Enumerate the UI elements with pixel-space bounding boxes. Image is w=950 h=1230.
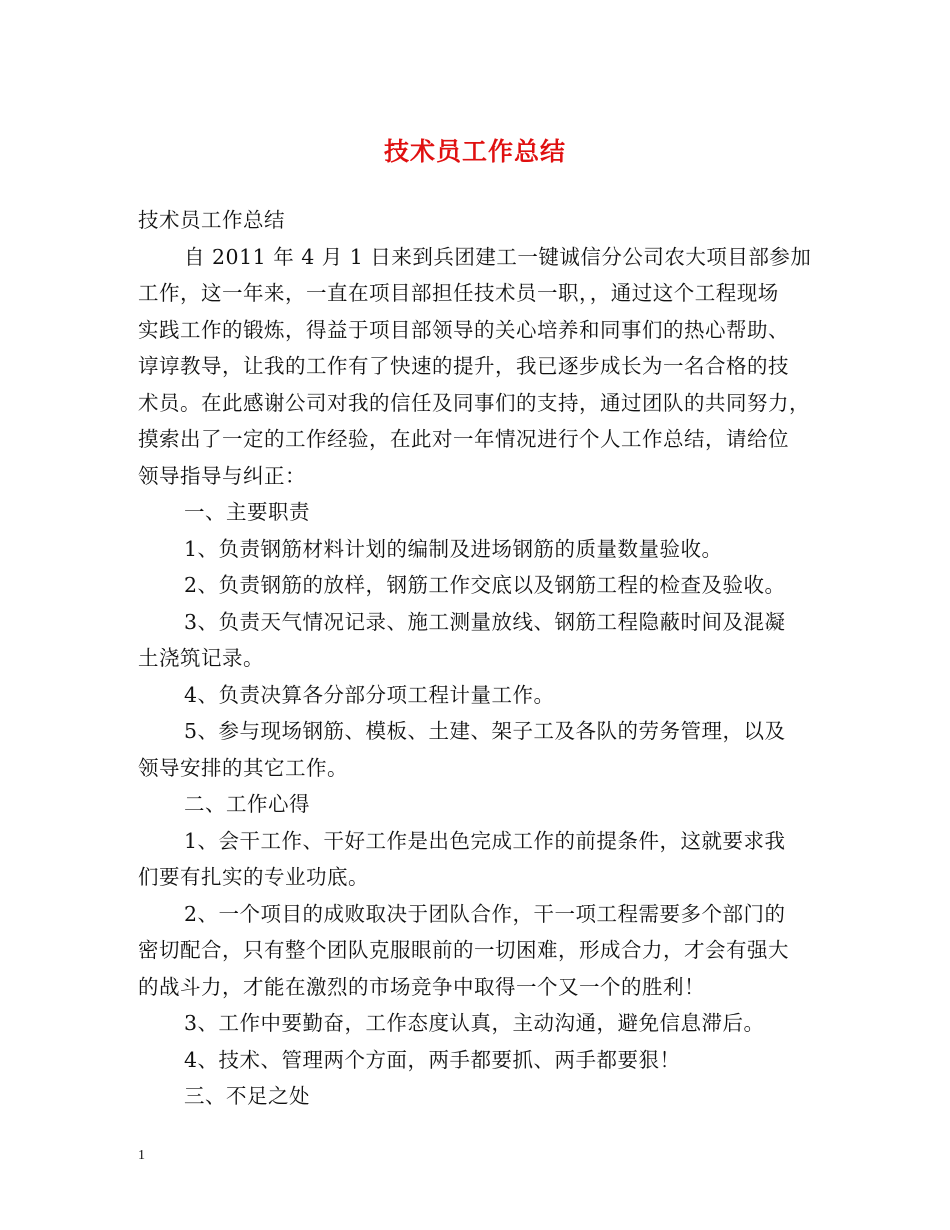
text-line: 的战斗力，才能在激烈的市场竞争中取得一个又一个的胜利！ xyxy=(138,974,705,999)
document-title: 技术员工作总结 xyxy=(383,137,566,166)
page-number: 1 xyxy=(138,1148,145,1163)
text-line: 领导指导与纠正： xyxy=(138,463,306,488)
text-line: 土浇筑记录。 xyxy=(138,646,264,670)
text-line: 2、负责钢筋的放样，钢筋工作交底以及钢筋工程的检查及验收。 xyxy=(184,573,786,597)
text-line: 3、工作中要勤奋，工作态度认真，主动沟通，避免信息滞后。 xyxy=(184,1011,765,1035)
document-body xyxy=(138,202,828,1115)
text-line: 2、一个项目的成败取决于团队合作，干一项工程需要多个部门的 xyxy=(184,901,786,926)
text-line: 5、参与现场钢筋、模板、土建、架子工及各队的劳务管理，以及 xyxy=(184,719,786,743)
text-line: 1、负责钢筋材料计划的编制及进场钢筋的质量数量验收。 xyxy=(184,536,723,561)
text-line: 密切配合，只有整个团队克服眼前的一切困难，形成合力，才会有强大 xyxy=(138,938,789,962)
text-line: 4、技术、管理两个方面，两手都要抓、两手都要狠！ xyxy=(184,1047,681,1072)
text-line: 3、负责天气情况记录、施工测量放线、钢筋工程隐蔽时间及混凝 xyxy=(184,609,786,634)
text-line: 自 2011 年 4 月 1 日来到兵团建工一键诚信分公司农大项目部参加 xyxy=(184,244,812,269)
text-line: 实践工作的锻炼，得益于项目部领导的关心培养和同事们的热心帮助、 xyxy=(138,317,789,342)
text-line: 二、工作心得 xyxy=(184,792,310,816)
text-line: 一、主要职责 xyxy=(184,500,310,524)
text-line: 4、负责决算各分部分项工程计量工作。 xyxy=(184,682,555,707)
text-line: 谆谆教导，让我的工作有了快速的提升，我已逐步成长为一名合格的技 xyxy=(138,354,789,378)
text-line: 们要有扎实的专业功底。 xyxy=(138,865,369,889)
text-line: 领导安排的其它工作。 xyxy=(138,755,348,780)
text-line: 技术员工作总结 xyxy=(138,208,285,232)
text-line: 工作，这一年来，一直在项目部担任技术员一职，，通过这个工程现场 xyxy=(138,281,779,305)
text-line: 术员。在此感谢公司对我的信任及同事们的支持，通过团队的共同努力， xyxy=(138,390,810,415)
text-line: 三、不足之处 xyxy=(184,1084,310,1108)
text-line: 摸索出了一定的工作经验，在此对一年情况进行个人工作总结，请给位 xyxy=(138,427,789,451)
text-line: 1、会干工作、干好工作是出色完成工作的前提条件，这就要求我 xyxy=(184,828,786,853)
